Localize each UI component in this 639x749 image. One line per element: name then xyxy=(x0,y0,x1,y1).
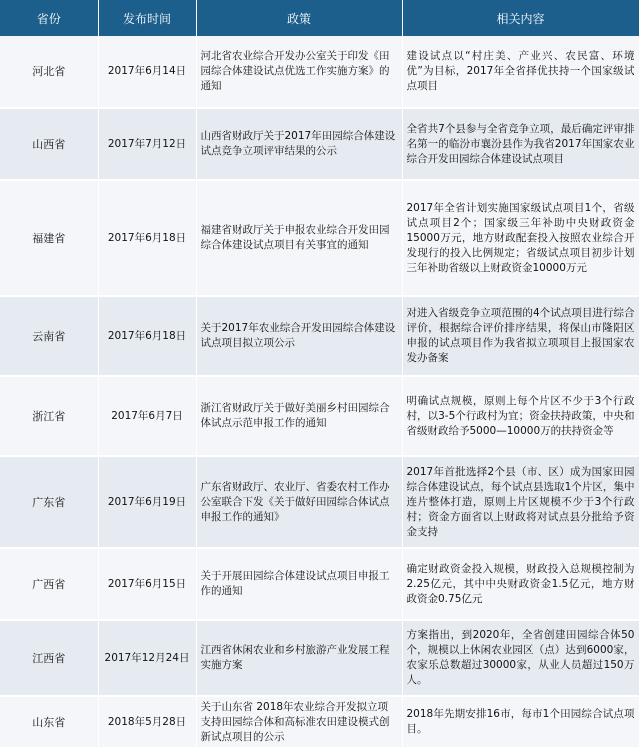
date-cell: 2017年6月7日 xyxy=(98,376,196,456)
content-cell: 全省共7个县参与全省竞争立项，最后确定评审排名第一的临汾市襄汾县作为我省2017年国家农业综合开发田园综合体建设试点项目 xyxy=(402,108,639,180)
header-province: 省份 xyxy=(0,0,98,36)
date-cell: 2017年7月12日 xyxy=(98,108,196,180)
table-row xyxy=(0,620,639,696)
province-cell: 福建省 xyxy=(0,180,98,296)
content-cell: 2017年首批选择2个县（市、区）成为国家田园综合体建设试点，每个试点县选取1个片区，集中连片整体打造，原则上片区规模不少于3个行政村；资金方面省以上财政将对试点县分批给予资金支持 xyxy=(402,456,639,548)
table-row xyxy=(0,36,639,108)
province-cell: 河北省 xyxy=(0,36,98,108)
header-content: 相关内容 xyxy=(402,0,639,36)
date-cell: 2017年6月18日 xyxy=(98,296,196,376)
content-cell: 确定财政资金投入规模，财政投入总规模控制为2.25亿元，其中中央财政资金1.5亿元，地方财政资金0.75亿元 xyxy=(402,548,639,620)
table-row xyxy=(0,180,639,296)
header-policy: 政策 xyxy=(196,0,402,36)
date-cell: 2018年5月28日 xyxy=(98,696,196,748)
province-cell: 山西省 xyxy=(0,108,98,180)
policy-cell: 福建省财政厅关于申报农业综合开发田园综合体建设试点项目有关事宜的通知 xyxy=(196,180,402,296)
policy-cell: 广东省财政厅、农业厅、省委农村工作办公室联合下发《关于做好田园综合体试点申报工作的通知》 xyxy=(196,456,402,548)
policy-cell: 山西省财政厅关于2017年田园综合体建设试点竞争立项评审结果的公示 xyxy=(196,108,402,180)
table-row xyxy=(0,548,639,620)
content-cell: 明确试点规模，原则上每个片区不少于3个行政村，以3-5个行政村为宜；资金扶持政策，中央和省级财政给予5000—10000万的扶持资金等 xyxy=(402,376,639,456)
table-row xyxy=(0,696,639,748)
date-cell: 2017年12月24日 xyxy=(98,620,196,696)
content-cell: 建设试点以“村庄美、产业兴、农民富、环境优”为目标，2017年全省择优扶持一个国家级试点项目 xyxy=(402,36,639,108)
province-cell: 江西省 xyxy=(0,620,98,696)
province-cell: 广东省 xyxy=(0,456,98,548)
date-cell: 2017年6月19日 xyxy=(98,456,196,548)
province-cell: 山东省 xyxy=(0,696,98,748)
table-row xyxy=(0,376,639,456)
policy-cell: 浙江省财政厅关于做好美丽乡村田园综合体试点示范申报工作的通知 xyxy=(196,376,402,456)
content-cell: 方案指出，到2020年，全省创建田园综合体50个，规模以上休闲农业园区（点）达到6000家，农家乐总数超过30000家，从业人员超过150万人。 xyxy=(402,620,639,696)
province-cell: 云南省 xyxy=(0,296,98,376)
province-cell: 广西省 xyxy=(0,548,98,620)
content-cell: 2017年全省计划实施国家级试点项目1个，省级试点项目2个；国家级三年补助中央财政资金15000万元，地方财政配套投入按照农业综合开发现行的投入比例规定；省级试点项目初步计划三年补助省级以上财政资金10000万元 xyxy=(402,180,639,296)
date-cell: 2017年6月18日 xyxy=(98,180,196,296)
table-row xyxy=(0,456,639,548)
content-cell: 2018年先期安排16市，每市1个田园综合试点项目。 xyxy=(402,696,639,748)
date-cell: 2017年6月15日 xyxy=(98,548,196,620)
policy-cell: 关于2017年农业综合开发田园综合体建设试点项目拟立项公示 xyxy=(196,296,402,376)
province-cell: 浙江省 xyxy=(0,376,98,456)
policy-cell: 关于山东省 2018年农业综合开发拟立项支持田园综合体和高标准农田建设模式创新试点项目的公示 xyxy=(196,696,402,748)
table-row xyxy=(0,108,639,180)
header-row xyxy=(0,0,639,36)
date-cell: 2017年6月14日 xyxy=(98,36,196,108)
header-date: 发布时间 xyxy=(98,0,196,36)
policy-cell: 河北省农业综合开发办公室关于印发《田园综合体建设试点优选工作实施方案》的通知 xyxy=(196,36,402,108)
table-row xyxy=(0,296,639,376)
content-cell: 对进入省级竞争立项范围的4个试点项目进行综合评价，根据综合评价排序结果，将保山市隆阳区申报的试点项目作为我省拟立项项目上报国家农发办备案 xyxy=(402,296,639,376)
policy-cell: 关于开展田园综合体建设试点项目申报工作的通知 xyxy=(196,548,402,620)
policy-cell: 江西省休闲农业和乡村旅游产业发展工程实施方案 xyxy=(196,620,402,696)
